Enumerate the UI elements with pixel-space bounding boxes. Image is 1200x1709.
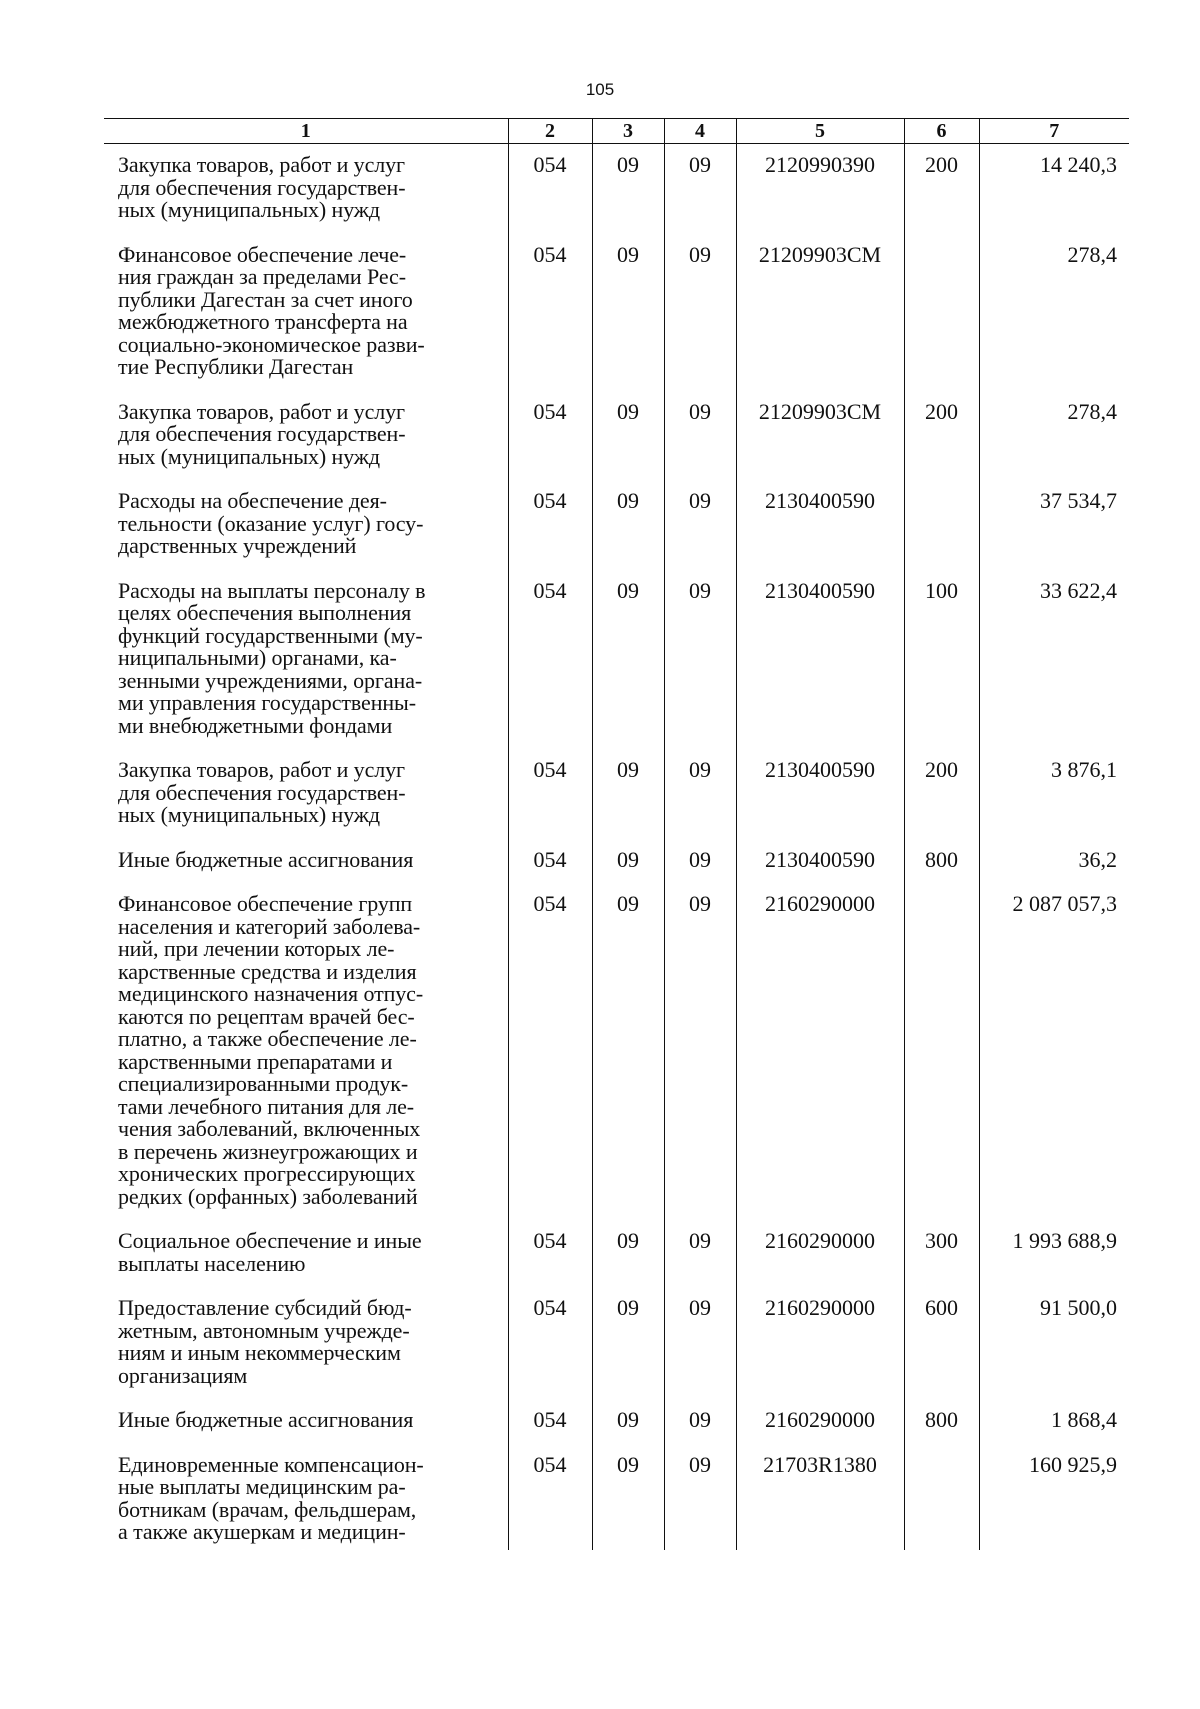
row-code-col-5: 21209903CM — [736, 391, 904, 481]
table-row — [104, 1220, 1129, 1287]
row-code-col-6: 200 — [904, 749, 979, 839]
row-code-col-5: 2160290000 — [736, 1287, 904, 1399]
row-code-col-5: 2130400590 — [736, 570, 904, 750]
row-code-col-2: 054 — [508, 1444, 592, 1550]
row-amount: 278,4 — [979, 234, 1129, 391]
row-code-col-3: 09 — [592, 1287, 664, 1399]
row-description: Предоставление субсидий бюд- жетным, автономным учрежде- ниям и иным некоммерческим организациям — [118, 1295, 412, 1388]
row-code-col-6: 300 — [904, 1220, 979, 1287]
header-col-2: 2 — [508, 119, 592, 144]
header-row — [104, 119, 1129, 144]
row-code-col-5: 2130400590 — [736, 480, 904, 570]
row-code-col-4: 09 — [664, 1220, 736, 1287]
row-description: Иные бюджетные ассигнования — [118, 1407, 414, 1432]
row-amount: 2 087 057,3 — [979, 883, 1129, 1220]
row-code-col-2: 054 — [508, 749, 592, 839]
table-row — [104, 749, 1129, 839]
row-code-col-3: 09 — [592, 883, 664, 1220]
row-code-col-3: 09 — [592, 480, 664, 570]
row-description: Расходы на выплаты персоналу в целях обеспечения выполнения функций государственными (му- ниципальными) органами, ка- зенными учреждениями, органа- ми управления государственны- ми внебюджетными фондами — [118, 577, 426, 738]
header-col-4: 4 — [664, 119, 736, 144]
row-description: Социальное обеспечение и иные выплаты населению — [118, 1228, 422, 1276]
table-header — [104, 119, 1129, 144]
row-code-col-3: 09 — [592, 1399, 664, 1444]
row-code-col-3: 09 — [592, 570, 664, 750]
row-code-col-4: 09 — [664, 144, 736, 234]
row-code-col-4: 09 — [664, 749, 736, 839]
row-code-col-2: 054 — [508, 1399, 592, 1444]
row-description: Закупка товаров, работ и услуг для обеспечения государствен- ных (муниципальных) нужд — [118, 757, 406, 827]
row-code-col-6: 600 — [904, 1287, 979, 1399]
row-code-col-5: 2160290000 — [736, 883, 904, 1220]
row-code-col-6 — [904, 883, 979, 1220]
row-description: Финансовое обеспечение лече- ния граждан за пределами Рес- публики Дагестан за счет иного межбюджетного трансферта на социально-экономическое разви- тие Республики Дагестан — [118, 241, 425, 379]
table-row — [104, 1399, 1129, 1444]
header-col-3: 3 — [592, 119, 664, 144]
row-amount: 3 876,1 — [979, 749, 1129, 839]
budget-table-container — [104, 118, 1129, 1550]
row-code-col-4: 09 — [664, 391, 736, 481]
row-description: Закупка товаров, работ и услуг для обеспечения государствен- ных (муниципальных) нужд — [118, 152, 406, 222]
row-code-col-6: 800 — [904, 1399, 979, 1444]
table-row — [104, 1287, 1129, 1399]
row-code-col-5: 2160290000 — [736, 1220, 904, 1287]
row-description: Единовременные компенсацион- ные выплаты медицинским ра- ботникам (врачам, фельдшерам, а также акушеркам и медицин- — [118, 1451, 424, 1544]
header-col-6: 6 — [904, 119, 979, 144]
row-code-col-3: 09 — [592, 391, 664, 481]
row-amount: 1 993 688,9 — [979, 1220, 1129, 1287]
row-code-col-6: 200 — [904, 144, 979, 234]
row-description: Иные бюджетные ассигнования — [118, 846, 414, 872]
row-code-col-2: 054 — [508, 839, 592, 884]
row-description: Расходы на обеспечение дея- тельности (оказание услуг) госу- дарственных учреждений — [118, 488, 424, 558]
header-col-1: 1 — [104, 119, 508, 144]
row-code-col-4: 09 — [664, 234, 736, 391]
row-description: Финансовое обеспечение групп населения и категорий заболева- ний, при лечении которых ле- карственные средства и изделия медицинского назначения отпус- каются по рецептам врачей бес- платно, а также обеспечение ле- карственными препаратами и специализированными продук- тами лечебного питания для ле- чения заболеваний, включенных в перечень жизнеугрожающих и хронических прогрессирующих редких (орфанных) заболеваний — [118, 891, 424, 1209]
header-col-5: 5 — [736, 119, 904, 144]
row-code-col-3: 09 — [592, 234, 664, 391]
table-row — [104, 883, 1129, 1220]
table-body — [104, 144, 1129, 1550]
row-amount: 91 500,0 — [979, 1287, 1129, 1399]
row-code-col-5: 2160290000 — [736, 1399, 904, 1444]
row-amount: 36,2 — [979, 839, 1129, 884]
row-code-col-3: 09 — [592, 749, 664, 839]
row-code-col-5: 2130400590 — [736, 839, 904, 884]
row-code-col-2: 054 — [508, 234, 592, 391]
row-code-col-4: 09 — [664, 570, 736, 750]
row-amount: 14 240,3 — [979, 144, 1129, 234]
row-description: Закупка товаров, работ и услуг для обеспечения государствен- ных (муниципальных) нужд — [118, 398, 406, 469]
row-code-col-4: 09 — [664, 839, 736, 884]
table-row — [104, 391, 1129, 481]
row-code-col-5: 2130400590 — [736, 749, 904, 839]
budget-table — [104, 118, 1129, 1550]
table-row — [104, 1444, 1129, 1550]
row-code-col-4: 09 — [664, 1399, 736, 1444]
row-code-col-6 — [904, 234, 979, 391]
row-code-col-3: 09 — [592, 144, 664, 234]
row-code-col-4: 09 — [664, 480, 736, 570]
row-code-col-2: 054 — [508, 1220, 592, 1287]
row-code-col-2: 054 — [508, 391, 592, 481]
row-code-col-6: 800 — [904, 839, 979, 884]
row-amount: 1 868,4 — [979, 1399, 1129, 1444]
row-code-col-2: 054 — [508, 570, 592, 750]
table-row — [104, 234, 1129, 391]
header-col-7: 7 — [979, 119, 1129, 144]
row-code-col-6 — [904, 480, 979, 570]
table-row — [104, 480, 1129, 570]
row-amount: 160 925,9 — [979, 1444, 1129, 1550]
row-code-col-2: 054 — [508, 144, 592, 234]
row-code-col-6: 100 — [904, 570, 979, 750]
table-row — [104, 570, 1129, 750]
row-code-col-5: 2120990390 — [736, 144, 904, 234]
row-amount: 278,4 — [979, 391, 1129, 481]
row-code-col-2: 054 — [508, 480, 592, 570]
row-code-col-4: 09 — [664, 1287, 736, 1399]
row-code-col-4: 09 — [664, 1444, 736, 1550]
row-code-col-5: 21209903CM — [736, 234, 904, 391]
row-code-col-3: 09 — [592, 1220, 664, 1287]
row-code-col-3: 09 — [592, 839, 664, 884]
row-code-col-2: 054 — [508, 883, 592, 1220]
row-code-col-6 — [904, 1444, 979, 1550]
row-amount: 33 622,4 — [979, 570, 1129, 750]
row-code-col-4: 09 — [664, 883, 736, 1220]
table-row — [104, 839, 1129, 884]
page-number: 105 — [585, 80, 615, 99]
row-code-col-3: 09 — [592, 1444, 664, 1550]
row-code-col-5: 21703R1380 — [736, 1444, 904, 1550]
row-amount: 37 534,7 — [979, 480, 1129, 570]
table-row — [104, 144, 1129, 234]
row-code-col-2: 054 — [508, 1287, 592, 1399]
row-code-col-6: 200 — [904, 391, 979, 481]
